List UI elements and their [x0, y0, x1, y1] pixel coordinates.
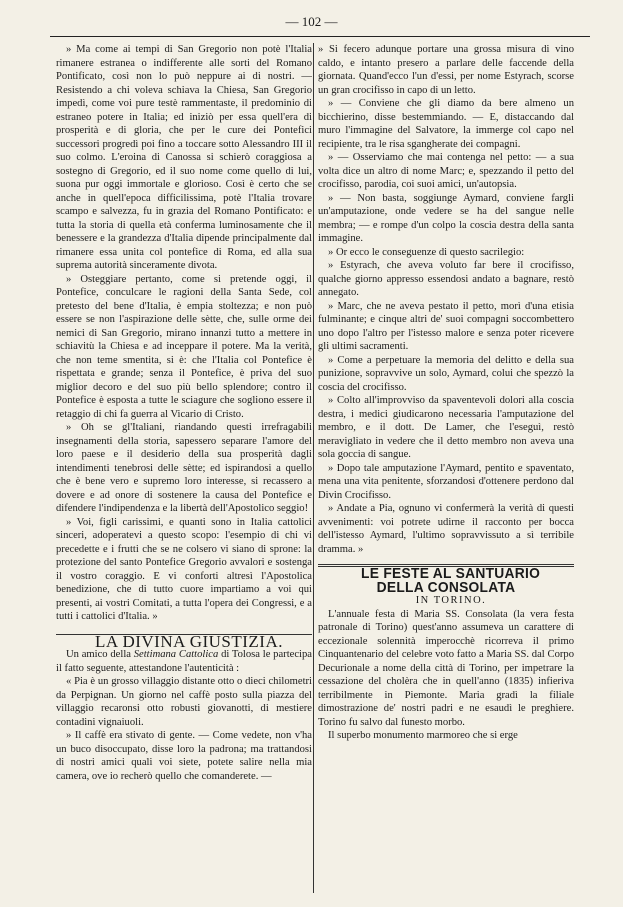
paragraph: L'annuale festa di Maria SS. Consolata (la vera festa patronale di Torino) quest'anno assumeva un carattere di eccezionale solennità imperocchè ricorreva il primo Cinquantenario del celebre voto fatto a Maria SS. dal Corpo Decurionale a nome della città di Torino, per impetrare la cessazione del cholèra che in quell'anno (1835) infieriva terribilmente in Piemonte. Maria gradì la filiale dimostrazione de' nostri padri e ne esaudì le preghiere. Torino fu salvo dal funesto morbo. — [318, 608, 574, 728]
paragraph: » Voi, figli carissimi, e quanti sono in Italia cattolici sinceri, adoperatevi a questo scopo: l'esempio di chi vi precedette e i frutti che se ne colsero vi siano di sprone: la protezione del santo Pontefice Gregorio avvalori e sostenga il vostro coraggio. E vi conforti altresì l'Apostolica benedizione, che di tutto cuore impartiamo a voi qui presenti, ai vostri Comitati, a tutta l'opera dei Congressi, e a tutti i cattolici d'Italia. » — [56, 516, 312, 622]
paragraph: » — Non basta, soggiunge Aymard, conviene fargli un'amputazione, onde vedere se ha del sangue nelle membra; — e rompe d'un colpo la coscia destra della santa immagine. — [318, 192, 574, 244]
column-divider — [313, 43, 314, 893]
paragraph: » Colto all'improvviso da spaventevoli dolori alla coscia destra, i medici giudicarono necessaria l'amputazione del membro, e il dott. De Lamer, che l'eseguì, restò meravigliato in vedere che il detto membro non aveva una sola goccia di sangue. — [318, 395, 574, 460]
paragraph: » Marc, che ne aveva pestato il petto, morì d'una etisia fulminante; e cinque altri de' suoi compagni soccombettero uno dopo l'altro per l'istesso malore e senza poter ricevere gli ultimi sacramenti. — [318, 300, 574, 352]
paragraph: » Or ecco le conseguenze di questo sacrilegio: — [328, 246, 525, 258]
intro-text: Un amico della — [66, 649, 134, 660]
paragraph: « Pia è un grosso villaggio distante otto o dieci chilometri da Perpignan. Un giorno nel caffè posto sulla piazza del villaggio recaronsi otto robusti giovanotti, di mestiere contadini vignaiuoli. — [56, 676, 312, 728]
intro-text: di Tolosa le partecipa il fatto seguente, attestandone l'autenticità : — [56, 649, 312, 674]
article-title-consolata: LE FESTE AL SANTUARIO DELLA CONSOLATA — [361, 565, 541, 596]
paragraph: » Oh se gl'Italiani, riandando questi irrefragabili insegnamenti della storia, sapessero separare l'amore del loro paese e il desiderio della sua prosperità dagli intendimenti tenebrosi delle sètte; ed ispirandosi a quello che è bene vero e supremo loro interesse, si recassero a dovere e ad onore di sostenere la causa del Pontefice e difendere l'indipendenza e la libertà dell'Apostolico seggio! — [56, 422, 312, 514]
article-intro — [56, 648, 312, 675]
paragraph: » Osteggiare pertanto, come si pretende oggi, il Pontefice, conculcare le ragioni della Santa Sede, col pretesto del bene d'Italia, è empia stoltezza; e non può essere se non l'aspirazione delle sètte, che, sulle orme dei nemici di San Gregorio, mirano innanzi tutto a mettere in schiavitù la Chiesa e ad inceppare il potere. Ma la verità, che non teme smentita, si è: che l'Italia col Pontefice è rispettata e grande; senza il Pontefice, è priva del suo miglior decoro e del suo più bello splendore; contro il Pontefice è esposta a tutte le sciagure che sogliono essere il retaggio di chi fa guerra al Vicario di Cristo. — [56, 273, 312, 420]
paragraph: Il superbo monumento marmoreo che si erge — [328, 730, 518, 741]
article-title-divina-giustizia: LA DIVINA GIUSTIZIA. — [94, 631, 283, 651]
paragraph: » — Conviene che gli diamo da bere almeno un bicchierino, disse bestemmiando. — E, distaccando dal muro l'immagine del Salvatore, la immerge col capo nel recipiente, tra le risa sgangherate dei compagni. — [318, 98, 574, 150]
paragraph: » Ma come ai tempi di San Gregorio non potè l'Italia rimanere estranea o indifferente alle sorti del Romano Pontificato, così non lo può neppure ai di nostri. — Resistendo a chi voleva schiava la Chiesa, San Gregorio impedì, come voi pure testè rammentaste, il predominio di estraneo potere in Italia; ed iniziò per essa quell'era di prosperità e di gloria, che per le cure dei Pontefici successori progredì poi fino a toccare sotto Alessandro III il suo colmo. L'eroina di Canossa si schierò coraggiosa a sostegno di Gregorio, ed il suo nome come quello di lui, suona pur oggi immortale e glorioso. Così è certo che se anche in quell'epoca difficilissima, potè l'Italia trovare scampo e salvezza, fu in grazia del Romano Pontificato: e tutta la storia di quella età conferma luminosamente che il benessere e la grandezza d'Italia dipende principalmente dal rimanere essa unita col pontefice di Roma, ed alla sua suprema autorità sinceramente divota. — [56, 44, 312, 271]
newspaper-name: Settimana Cattolica — [133, 649, 219, 660]
header-rule — [50, 36, 590, 37]
right-column — [318, 43, 574, 893]
paragraph: » Dopo tale amputazione l'Aymard, pentito e spaventato, mena una vita penitente, sforzandosi d'ottenere perdono dal Divin Crocifisso. — [318, 462, 574, 501]
paragraph: » Il caffè era stivato di gente. — Come vedete, non v'ha un buco disoccupato, disse loro la padrona; ma trattandosi di nostri amici quali voi siete, potete salire nella mia camera, ove io recherò quello che comanderete. — — [56, 730, 312, 782]
page-number: — 102 — — [285, 14, 338, 29]
paragraph: » — Osserviamo che mai contenga nel petto: — a sua volta dice un altro di nome Marc; e, spezzando il petto del crocifisso, parodia, coi suoi amici, un'autopsia. — [318, 152, 574, 190]
paragraph: » Estyrach, che aveva voluto far bere il crocifisso, qualche giorno appresso essendosi andato a bagnare, restò annegato. — [318, 260, 574, 298]
paragraph: » Come a perpetuare la memoria del delitto e della sua punizione, sopravvive un solo, Aymard, colui che spezzò la coscia del crocifisso. — [318, 354, 574, 393]
paragraph: » Si fecero adunque portare una grossa misura di vino caldo, e intanto presero a parlare delle faccende della giornata. Quand'ecco l'un d'essi, per nome Estyrach, scorse un gran crocifisso in capo di un letto. — [318, 44, 574, 96]
article-subtitle: IN TORINO. — [415, 595, 487, 606]
left-column — [56, 43, 312, 893]
paragraph: » Andate a Pia, ognuno vi confermerà la verità di questi avvenimenti: voi potrete udirne il racconto per bocca dell'istesso Aymard, l'ultimo sopravvissuto a sì terribile dramma. » — [318, 503, 574, 555]
